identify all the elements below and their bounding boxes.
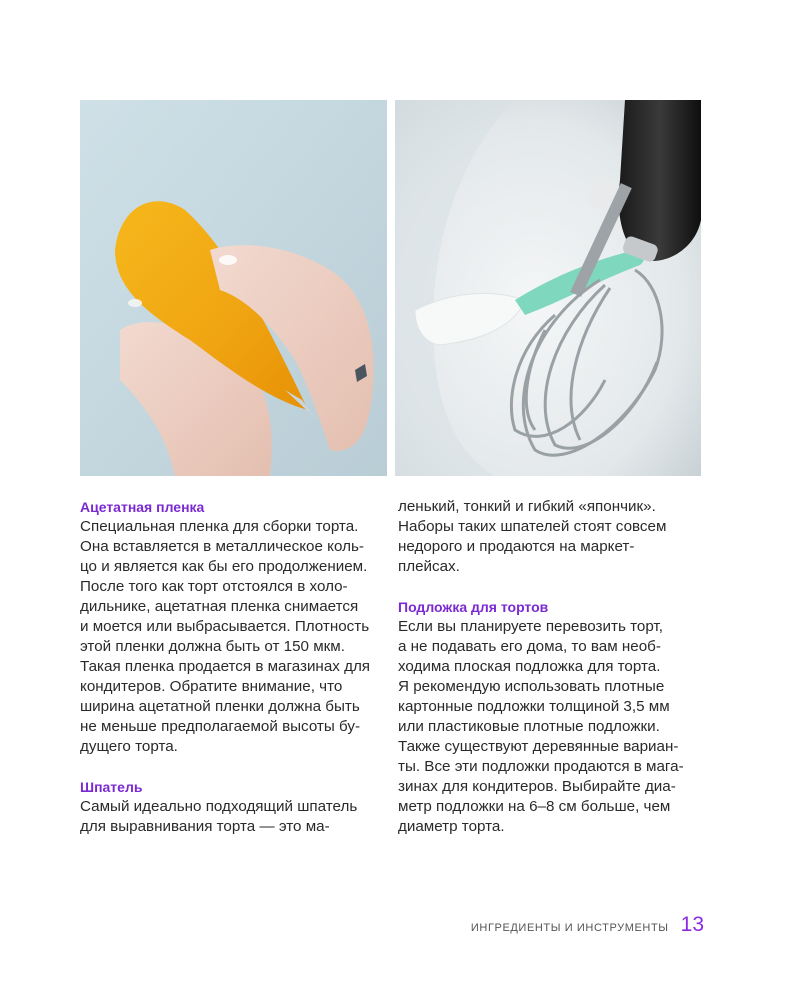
text-line: Такая пленка продается в магазинах для	[80, 658, 371, 675]
text-line: или пластиковые плотные подложки.	[398, 718, 660, 735]
text-line: диаметр торта.	[398, 818, 505, 835]
text-line: Наборы таких шпателей стоят совсем	[398, 518, 667, 535]
text-line: дильнике, ацетатная пленка снимается	[80, 598, 359, 615]
text-line: дущего торта.	[80, 738, 178, 755]
cake-board-heading: Подложка для тортов	[398, 599, 549, 615]
text-line: для выравнивания торта — это ма-	[80, 818, 330, 835]
text-line: Я рекомендую использовать плотные	[398, 678, 665, 695]
text-line: не меньше предполагаемой высоты бу-	[80, 718, 361, 735]
left-column	[80, 497, 385, 837]
text-line: а не подавать его дома, то вам необ-	[398, 638, 661, 655]
text-line: недорого и продаются на маркет-	[398, 538, 635, 555]
text-line: этой пленки должна быть от 150 мкм.	[80, 638, 345, 655]
running-section-label: ИНГРЕДИЕНТЫ И ИНСТРУМЕНТЫ	[470, 922, 669, 934]
spatula-heading: Шпатель	[80, 779, 143, 795]
text-line: картонные подложки толщиной 3,5 мм	[398, 698, 670, 715]
piping-bag-photo	[80, 100, 387, 476]
text-line: Самый идеально подходящий шпатель	[80, 798, 358, 815]
text-line: Также существуют деревянные вариан-	[398, 738, 679, 755]
cake-board-paragraph	[398, 617, 703, 837]
acetate-film-paragraph	[80, 517, 385, 757]
text-line: зинах для кондитеров. Выбирайте диа-	[398, 778, 676, 795]
text-line: После того как торт отстоялся в холо-	[80, 578, 348, 595]
text-line: и моется или выбрасывается. Плотность	[80, 618, 370, 635]
text-line: ширина ацетатной пленки должна быть	[80, 698, 360, 715]
text-line: ходима плоская подложка для торта.	[398, 658, 661, 675]
page-footer	[471, 913, 704, 937]
page-number: 13	[680, 913, 704, 936]
text-line: кондитеров. Обратите внимание, что	[80, 678, 343, 695]
right-column	[398, 497, 703, 837]
text-line: Если вы планируете перевозить торт,	[398, 618, 663, 635]
mixer-whisk-photo	[395, 100, 701, 476]
text-line: ленький, тонкий и гибкий «япончик».	[398, 498, 656, 515]
acetate-film-heading: Ацетатная пленка	[80, 499, 205, 515]
text-line: метр подложки на 6–8 см больше, чем	[398, 798, 671, 815]
spatula-paragraph	[80, 797, 385, 837]
text-line: Специальная пленка для сборки торта.	[80, 518, 359, 535]
spatula-paragraph-continued	[398, 497, 703, 577]
text-line: цо и является как бы его продолжением.	[80, 558, 368, 575]
text-line: плейсах.	[398, 558, 460, 575]
text-line: Она вставляется в металлическое коль-	[80, 538, 364, 555]
text-line: ты. Все эти подложки продаются в мага-	[398, 758, 684, 775]
